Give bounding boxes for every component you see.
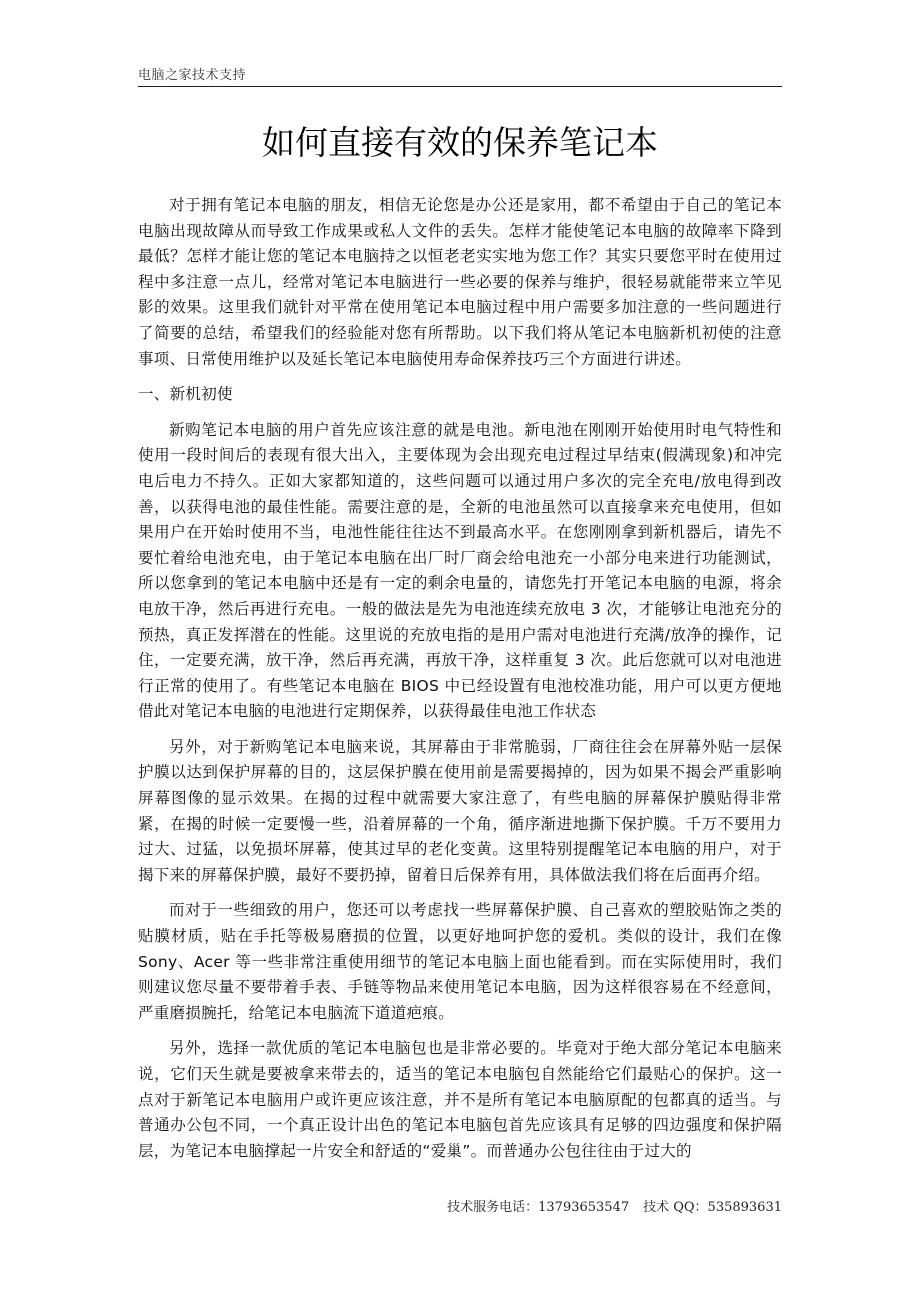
footer-phone: 技术服务电话：13793653547 <box>447 1200 630 1215</box>
paragraph-laptop-bag: 另外，选择一款优质的笔记本电脑包也是非常必要的。毕竟对于绝大部分笔记本电脑来说，它们天生就是要被拿来带去的，适当的笔记本电脑包自然能给它们最贴心的保护。这一点对于新笔记本电脑用户或许更应该注意，并不是所有笔记本电脑原配的包都真的适当。与普通办公包不同，一个真正设计出色的笔记本电脑包首先应该具有足够的四边强度和保护隔层，为笔记本电脑撑起一片安全和舒适的“爱巢”。而普通办公包往往由于过大的 <box>138 1039 782 1160</box>
page-footer <box>447 1198 782 1218</box>
section-heading-new-machine: 一、新机初使 <box>138 385 233 404</box>
document-body <box>138 193 782 1174</box>
footer-qq: 技术 QQ：535893631 <box>643 1200 782 1215</box>
document-title: 如何直接有效的保养笔记本 <box>262 123 658 162</box>
page-header <box>138 64 782 87</box>
paragraph-battery: 新购笔记本电脑的用户首先应该注意的就是电池。新电池在刚刚开始使用时电气特性和使用一段时间后的表现有很大出入，主要体现为会出现充电过程过早结束(假满现象)和冲完电后电力不持久。正如大家都知道的，这些问题可以通过用户多次的完全充电/放电得到改善，以获得电池的最佳性能。需要注意的是，全新的电池虽然可以直接拿来充电使用，但如果用户在开始时使用不当，电池性能往往达不到最高水平。在您刚刚拿到新机器后，请先不要忙着给电池充电，由于笔记本电脑在出厂时厂商会给电池充一小部分电来进行功能测试，所以您拿到的笔记本电脑中还是有一定的剩余电量的，请您先打开笔记本电脑的电源，将余电放干净，然后再进行充电。一般的做法是先为电池连续充放电 3 次，才能够让电池充分的预热，真正发挥潜在的性能。这里说的充放电指的是用户需对电池进行充满/放净的操作，记住，一定要充满，放干净，然后再充满，再放干净，这样重复 3 次。此后您就可以对电池进行正常的使用了。有些笔记本电脑在 BIOS 中已经设置有电池校准功能，用户可以更方便地借此对笔记本电脑的电池进行定期保养，以获得最佳电池工作状态 <box>138 420 782 721</box>
paragraph-screen-film: 另外，对于新购笔记本电脑来说，其屏幕由于非常脆弱，厂商往往会在屏幕外贴一层保护膜以达到保护屏幕的目的，这层保护膜在使用前是需要揭掉的，因为如果不揭会严重影响屏幕图像的显示效果。在揭的过程中就需要大家注意了，有些电脑的屏幕保护膜贴得非常紧，在揭的时候一定要慢一些，沿着屏幕的一个角，循序渐进地撕下保护膜。千万不要用力过大、过猛，以免损坏屏幕，使其过早的老化变黄。这里特别提醒笔记本电脑的用户，对于揭下来的屏幕保护膜，最好不要扔掉，留着日后保养有用，具体做法我们将在后面再介绍。 <box>138 737 782 884</box>
paragraph-intro: 对于拥有笔记本电脑的朋友，相信无论您是办公还是家用，都不希望由于自己的笔记本电脑出现故障从而导致工作成果或私人文件的丢失。怎样才能使笔记本电脑的故障率下降到最低？怎样才能让您的笔记本电脑持之以恒老老实实地为您工作？其实只要您平时在使用过程中多注意一点儿，经常对笔记本电脑进行一些必要的保养与维护，很轻易就能带来立竿见影的效果。这里我们就针对平常在使用笔记本电脑过程中用户需要多加注意的一些问题进行了简要的总结，希望我们的经验能对您有所帮助。以下我们将从笔记本电脑新机初使的注意事项、日常使用维护以及延长笔记本电脑使用寿命保养技巧三个方面进行讲述。 <box>138 196 782 368</box>
header-text: 电脑之家技术支持 <box>138 68 247 83</box>
paragraph-palm-rest: 而对于一些细致的用户，您还可以考虑找一些屏幕保护膜、自己喜欢的塑胶贴饰之类的贴膜材质，贴在手托等极易磨损的位置，以更好地呵护您的爱机。类似的设计，我们在像 Sony、Acer 等一些非常注重使用细节的笔记本电脑上面也能看到。而在实际使用时，我们则建议您尽量不要带着手表、手链等物品来使用笔记本电脑，因为这样很容易在不经意间，严重磨损腕托，给笔记本电脑流下道道疤痕。 <box>138 901 782 1022</box>
